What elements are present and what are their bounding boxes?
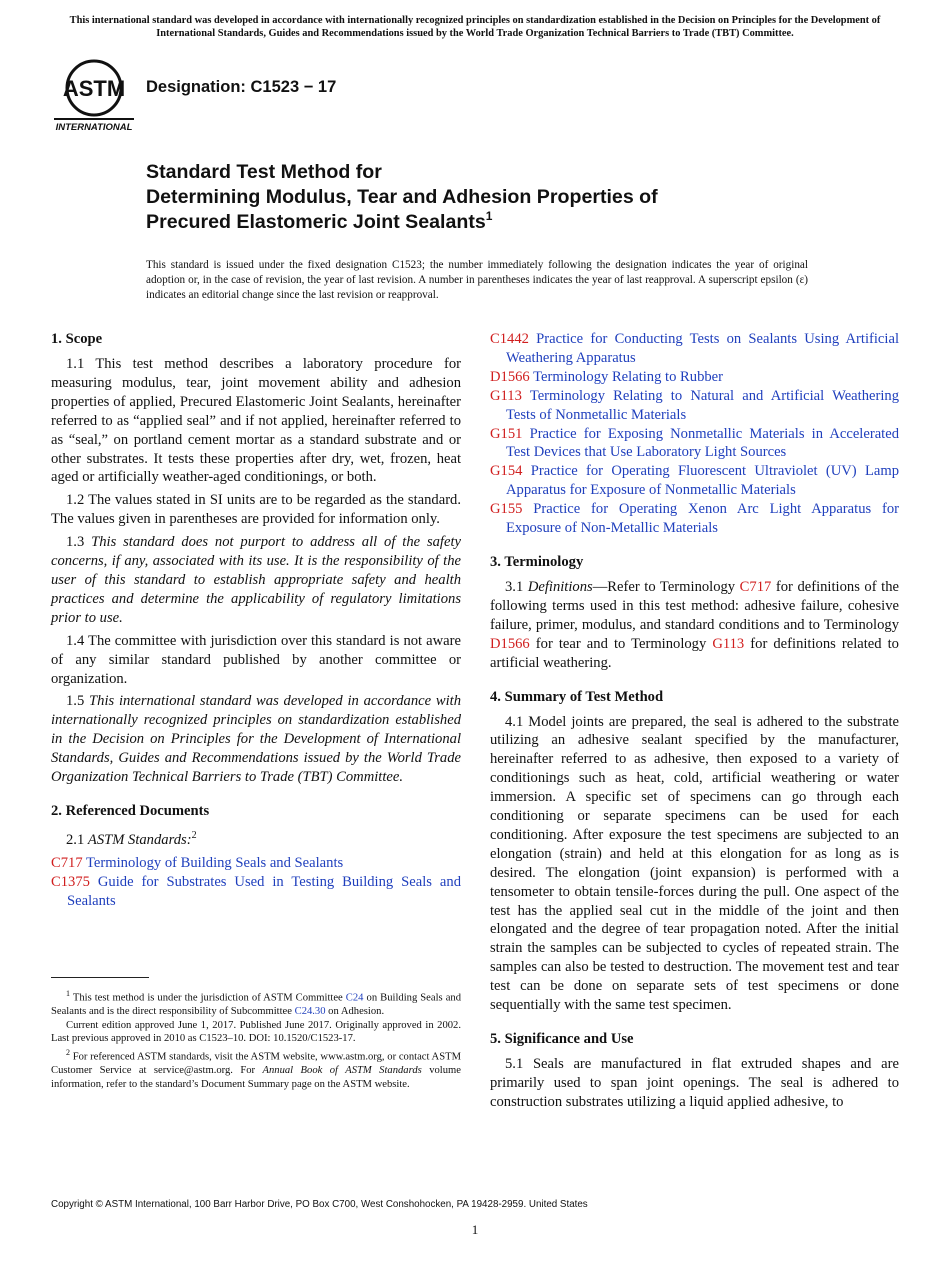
summary-heading: 4. Summary of Test Method <box>490 688 664 705</box>
logo-mark-text: ASTM <box>62 76 126 101</box>
terminology-3-1: 3.1 Definitions—Refer to Terminology C717 for definitions of the following terms used in this test method: adhesive failure, cohesive failure, primer, modulus, and standard conditions and to Terminology D1566 for tear and to Terminology G113 for definitions related to artificial weathering. <box>490 578 899 671</box>
ref-item[interactable]: C717 Terminology of Building Seals and Sealants <box>51 854 344 871</box>
title-line-2: Determining Modulus, Tear and Adhesion Properties of <box>146 186 658 208</box>
scope-1-1: 1.1 This test method describes a laboratory procedure for measuring modulus, tear, joint movement ability and adhesion properties of applied, Precured Elastomeric Joint Sealants, hereinafter referred to as “applied seal” and if not applied, hereinafter referred to as “seal,” on portland cement mortar as a standard substrate and or other substrates. It tests these properties after dry, wet, frozen, heat aged or artificially weather-aged conditionings, or both. <box>51 356 461 486</box>
ref-item[interactable]: D1566 Terminology Relating to Rubber <box>490 368 724 385</box>
significance-heading: 5. Significance and Use <box>490 1031 634 1047</box>
ref-item[interactable]: G155 Practice for Operating Xenon Arc Light Apparatus for Exposure of Non-Metallic Materials <box>490 501 899 537</box>
footnote-1: $^1$ This test method is under the jurisdiction of ASTM Committee C24 on Building Seals and Sealants and is the direct responsibility of Subcommittee C24.30 on Adhesion. <box>51 989 461 1018</box>
scope-1-2: 1.2 The values stated in SI units are to be regarded as the standard. The values given in parentheses are provided for information only. <box>51 492 461 528</box>
copyright: Copyright © ASTM International, 100 Barr Harbor Drive, PO Box C700, West Conshohocken, PA 19428-2959. United States <box>51 1199 588 1210</box>
right-column <box>490 330 899 1116</box>
terminology-heading: 3. Terminology <box>490 553 584 570</box>
footnote-2: $^2$ For referenced ASTM standards, visit the ASTM website, www.astm.org, or contact ASTM Customer Service at service@astm.org. For Annual Book of ASTM Standards volume information, refer to the standard’s Document Summary page on the ASTM website. <box>51 1047 461 1090</box>
footnote-rule <box>51 977 149 978</box>
link-c717[interactable]: C717 <box>739 578 772 595</box>
ref-item[interactable]: C1442 Practice for Conducting Tests on Sealants Using Artificial Weathering Apparatus <box>490 331 900 366</box>
designation: Designation: C1523 − 17 <box>146 78 337 96</box>
logo-subtext: INTERNATIONAL <box>55 122 133 132</box>
referenced-heading: 2. Referenced Documents <box>51 802 210 819</box>
scope-1-4: 1.4 The committee with jurisdiction over this standard is not aware of any similar standard published by another committee or organization. <box>51 632 461 687</box>
footnotes <box>51 987 461 1091</box>
issued-note: This standard is issued under the fixed designation C1523; the number immediately following the designation indicates the year of original adoption or, in the case of revision, the year of last revision. A number in parentheses indicates the year of last reapproval. A superscript epsilon (ε) indicates an editorial change since the last revision or reapproval. <box>146 259 808 301</box>
title-line-3: Precured Elastomeric Joint Sealants <box>146 211 486 233</box>
summary-4-1: 4.1 Model joints are prepared, the seal is adhered to the substrate utilizing an adhesive sealant specified by the manufacturer, hereinafter referred to as adhesive, then exposed to a variety of conditionings such as heat, cold, artificial weathering or water immersion. A specific set of specimens can go through each conditioning or separate specimens can be used for each conditioning. After exposure the test specimens are subjected to an elongation (strain) and held at this elongation for as long as is desired. The elongation (joint expansion) is performed with a tensometer to obtain tensile-forces during the pull. One aspect of the test has the applied seal cut in the middle of the joint and then elongated and the degree of tear propagation noted. After the initial strain the samples can be subjected to cycles of repeated strain. The samples can also be tested to destruction. The movement test and tear test can be done on separate sets of test specimens or done sequentially with the same test specimen. <box>490 713 899 1014</box>
footnote-edition: Current edition approved June 1, 2017. Published June 2017. Originally approved in 2002. Last previous approved in 2010 as C1523–10. DOI: 10.1520/C1523-17. <box>51 1019 461 1045</box>
scope-heading: 1. Scope <box>51 331 103 347</box>
left-column <box>51 330 461 910</box>
scope-1-5: 1.5 This international standard was developed in accordance with internationally recognized principles on standardization established in the Decision on Principles for the Development of International Standards, Guides and Recommendations issued by the World Trade Organization Technical Barriers to Trade (TBT) Committee. <box>51 693 462 786</box>
astm-standards-label: 2.1 ASTM Standards:$^2$ <box>66 829 197 848</box>
ref-item[interactable]: G151 Practice for Exposing Nonmetallic Materials in Accelerated Test Devices that Use Laboratory Light Sources <box>490 425 899 461</box>
link-g113[interactable]: G113 <box>712 635 745 652</box>
ref-item[interactable]: C1375 Guide for Substrates Used in Testing Building Seals and Sealants <box>51 873 461 909</box>
document-title <box>146 160 906 235</box>
scope-1-3: 1.3 This standard does not purport to address all of the safety concerns, if any, associated with its use. It is the responsibility of the user of this standard to establish appropriate safety and health practices and determine the applicability of regulatory limitations prior to use. <box>51 534 461 626</box>
significance-5-1: 5.1 Seals are manufactured in flat extruded shapes and are primarily used to span joint openings. The seal is adhered to construction substrates utilizing a liquid applied adhesive, to <box>490 1056 899 1110</box>
title-line-1: Standard Test Method for <box>146 161 382 183</box>
title-footnote-mark: 1 <box>485 209 493 223</box>
top-notice: This international standard was developed in accordance with internationally recognized principles on standardization established in the Decision on Principles for the Development of International Standards, Guides and Recommendations issued by the World Trade Organization Technical Barriers to Trade (TBT) Committee. <box>69 15 881 39</box>
ref-item[interactable]: G154 Practice for Operating Fluorescent Ultraviolet (UV) Lamp Apparatus for Exposure of Nonmetallic Materials <box>490 463 899 499</box>
link-d1566[interactable]: D1566 <box>490 635 530 652</box>
link-c24[interactable]: C24 <box>345 992 364 1004</box>
page-number: 1 <box>471 1222 479 1237</box>
link-c24-30[interactable]: C24.30 <box>294 1006 326 1018</box>
ref-item[interactable]: G113 Terminology Relating to Natural and Artificial Weathering Tests of Nonmetallic Materials <box>490 387 899 423</box>
astm-logo <box>54 58 134 132</box>
